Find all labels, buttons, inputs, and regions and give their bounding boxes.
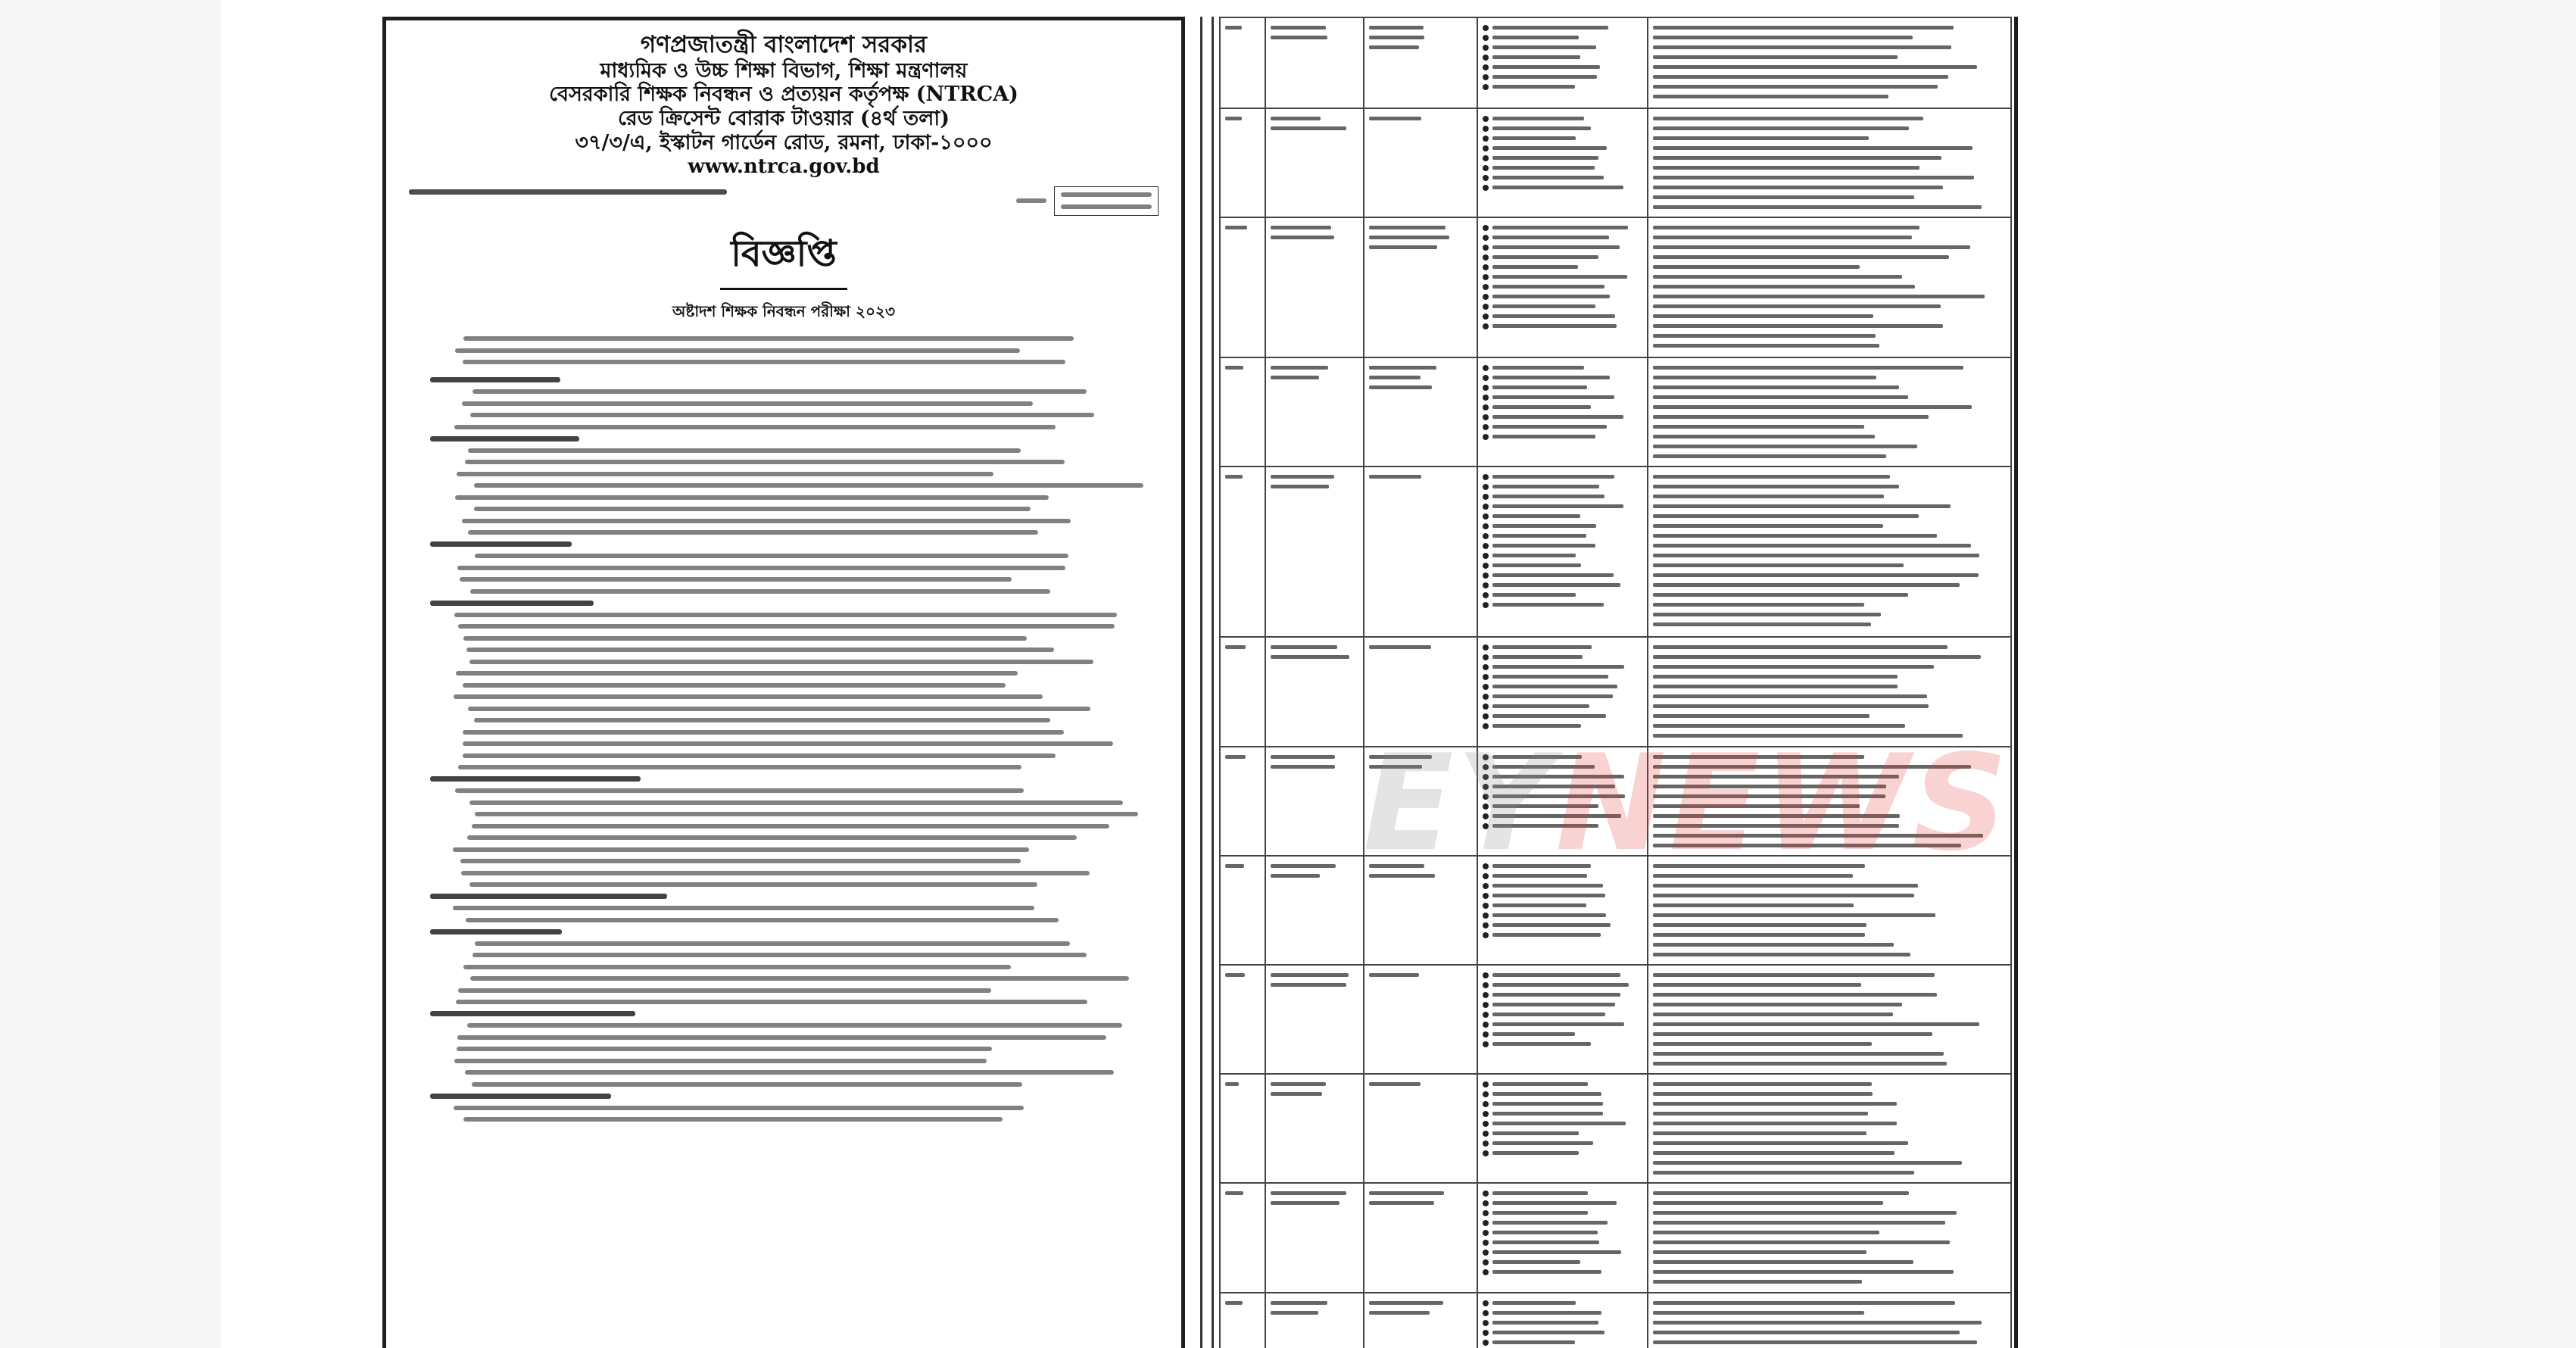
notice-body — [409, 333, 1159, 1126]
table-cell — [1220, 108, 1265, 217]
table-cell — [1477, 108, 1648, 217]
notice-page — [382, 17, 1185, 1348]
table-cell — [1220, 747, 1265, 856]
table-cell — [1648, 217, 2011, 357]
table-cell — [1364, 1183, 1477, 1293]
fine-print-line — [409, 1031, 1159, 1044]
table-cell — [1648, 357, 2011, 466]
fine-print-line — [409, 809, 1159, 821]
fine-print-line — [409, 515, 1159, 527]
post-table — [1219, 17, 2012, 1348]
government-title: গণপ্রজাতন্ত্রী বাংলাদেশ সরকার — [640, 31, 928, 58]
fine-print-line — [409, 1020, 1159, 1032]
fine-print-line — [409, 480, 1159, 492]
notice-title-wrap — [409, 225, 1159, 326]
table-cell — [1265, 965, 1364, 1074]
fine-print-line — [409, 785, 1159, 797]
fine-print-line — [409, 621, 1159, 633]
fine-print-line — [409, 445, 1159, 457]
table-cell — [1477, 357, 1648, 466]
fine-print-line — [409, 386, 1159, 398]
reference-row — [409, 186, 1159, 216]
fine-print-line — [409, 598, 1159, 610]
table-row — [1220, 108, 2011, 217]
fine-print-line — [409, 656, 1159, 668]
table-cell — [1265, 747, 1364, 856]
table-cell — [1364, 965, 1477, 1074]
fine-print-line — [409, 668, 1159, 680]
table-cell — [1364, 108, 1477, 217]
table-cell — [1364, 466, 1477, 637]
right-gutter — [2122, 0, 2440, 1348]
fine-print-line — [409, 867, 1159, 879]
fine-print-line — [409, 632, 1159, 644]
table-cell — [1265, 1293, 1364, 1348]
table-row — [1220, 965, 2011, 1074]
fine-print-line — [409, 738, 1159, 750]
fine-print-line — [409, 345, 1159, 357]
fine-print-line — [409, 820, 1159, 832]
fine-print-line — [409, 856, 1159, 868]
page-divider — [1200, 17, 1214, 1348]
table-cell — [1364, 217, 1477, 357]
table-cell — [1220, 856, 1265, 965]
fine-print-line — [409, 1008, 1159, 1020]
fine-print-line — [409, 1114, 1159, 1126]
fine-print-line — [409, 844, 1159, 856]
fine-print-line — [409, 679, 1159, 691]
table-cell — [1477, 1293, 1648, 1348]
memo-number-line — [409, 186, 727, 198]
fine-print-line — [409, 961, 1159, 973]
fine-print-line — [409, 551, 1159, 563]
table-cell — [1648, 1183, 2011, 1293]
fine-print-line — [409, 357, 1159, 369]
table-row — [1220, 17, 2011, 108]
fine-print-line — [409, 914, 1159, 926]
table-cell — [1477, 1074, 1648, 1183]
fine-print-line — [409, 797, 1159, 809]
fine-print-line — [409, 832, 1159, 844]
fine-print-line — [409, 585, 1159, 598]
fine-print-line — [409, 374, 1159, 386]
fine-print-line — [409, 703, 1159, 715]
fine-print-line — [409, 538, 1159, 551]
table-cell — [1265, 108, 1364, 217]
table-cell — [1220, 1293, 1265, 1348]
fine-print-line — [409, 984, 1159, 997]
table-cell — [1265, 1074, 1364, 1183]
table-cell — [1477, 965, 1648, 1074]
ministry-line: মাধ্যমিক ও উচ্চ শিক্ষা বিভাগ, শিক্ষা মন্ত্রণালয় — [600, 58, 968, 83]
fine-print-line — [409, 762, 1159, 774]
table-cell — [1364, 1293, 1477, 1348]
fine-print-line — [409, 903, 1159, 915]
fine-print-line — [409, 1091, 1159, 1103]
fine-print-line — [409, 644, 1159, 657]
table-cell — [1648, 17, 2011, 108]
fine-print-line — [409, 609, 1159, 621]
address-line-2: ৩৭/৩/এ, ইস্কাটন গার্ডেন রোড, রমনা, ঢাকা-১০০০ — [575, 131, 993, 155]
fine-print-line — [409, 1067, 1159, 1079]
notice-date — [1016, 186, 1159, 216]
authority-line: বেসরকারি শিক্ষক নিবন্ধন ও প্রত্যয়ন কর্তৃপক্ষ (NTRCA) — [549, 83, 1018, 107]
table-cell — [1265, 1183, 1364, 1293]
table-cell — [1265, 856, 1364, 965]
fine-print-line — [409, 1078, 1159, 1091]
fine-print-line — [409, 491, 1159, 504]
fine-print-line — [409, 926, 1159, 938]
fine-print-line — [409, 410, 1159, 422]
table-cell — [1648, 1293, 2011, 1348]
fine-print-line — [409, 504, 1159, 516]
table-cell — [1265, 637, 1364, 747]
fine-print-line — [409, 1102, 1159, 1114]
fine-print-line — [409, 950, 1159, 962]
table-cell — [1648, 965, 2011, 1074]
fine-print-line — [409, 715, 1159, 727]
fine-print-line — [409, 879, 1159, 891]
fine-print-line — [409, 574, 1159, 586]
fine-print-line — [409, 773, 1159, 785]
table-cell — [1220, 1074, 1265, 1183]
table-cell — [1477, 1183, 1648, 1293]
notice-header — [409, 31, 1159, 179]
notice-title: বিজ্ঞপ্তি — [720, 225, 847, 290]
table-cell — [1265, 217, 1364, 357]
table-cell — [1364, 357, 1477, 466]
fine-print-line — [409, 421, 1159, 433]
table-cell — [1364, 17, 1477, 108]
fine-print-line — [409, 527, 1159, 539]
table-cell — [1220, 466, 1265, 637]
table-cell — [1220, 965, 1265, 1074]
table-cell — [1648, 1074, 2011, 1183]
fine-print-line — [409, 457, 1159, 469]
fine-print-line — [409, 1055, 1159, 1067]
fine-print-line — [409, 468, 1159, 480]
fine-print-line — [409, 973, 1159, 985]
watermark-logo: EYNEWS — [1363, 727, 2011, 881]
website-line: www.ntrca.gov.bd — [688, 155, 880, 179]
post-table-page — [1219, 17, 2018, 1348]
table-cell — [1364, 1074, 1477, 1183]
address-line-1: রেড ক্রিসেন্ট বোরাক টাওয়ার (৪র্থ তলা) — [617, 107, 950, 131]
table-row — [1220, 357, 2011, 466]
table-cell — [1220, 1183, 1265, 1293]
table-cell — [1265, 357, 1364, 466]
fine-print-line — [409, 938, 1159, 950]
table-row — [1220, 1293, 2011, 1348]
table-cell — [1220, 637, 1265, 747]
fine-print-line — [409, 997, 1159, 1009]
fine-print-line — [409, 433, 1159, 445]
fine-print-line — [409, 891, 1159, 903]
fine-print-line — [409, 726, 1159, 738]
fine-print-line — [409, 691, 1159, 704]
table-cell — [1265, 466, 1364, 637]
fine-print-line — [409, 333, 1159, 345]
table-row — [1220, 217, 2011, 357]
table-cell — [1477, 17, 1648, 108]
table-cell — [1220, 17, 1265, 108]
table-row — [1220, 466, 2011, 637]
table-cell — [1220, 357, 1265, 466]
table-cell — [1265, 17, 1364, 108]
table-cell — [1477, 466, 1648, 637]
table-cell — [1648, 466, 2011, 637]
fine-print-line — [409, 1044, 1159, 1056]
table-row — [1220, 1074, 2011, 1183]
table-row — [1220, 1183, 2011, 1293]
fine-print-line — [409, 398, 1159, 410]
fine-print-line — [409, 750, 1159, 762]
table-cell — [1648, 108, 2011, 217]
table-cell — [1220, 217, 1265, 357]
date-box — [1054, 186, 1159, 216]
table-cell — [1477, 217, 1648, 357]
fine-print-line — [409, 562, 1159, 574]
exam-subtitle: অষ্টাদশ শিক্ষক নিবন্ধন পরীক্ষা ২০২৩ — [672, 301, 895, 320]
